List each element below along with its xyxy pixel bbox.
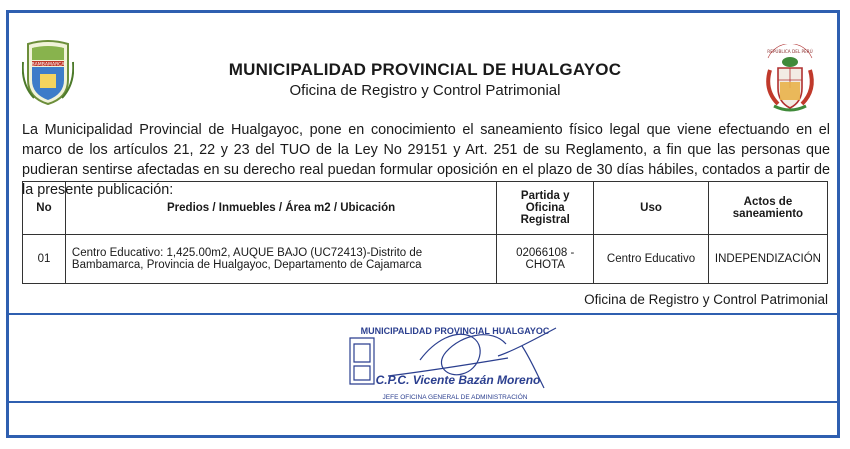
cell-actos: INDEPENDIZACIÓN [708,235,827,284]
official-stamp-signature [330,322,580,404]
col-header-actos: Actos de saneamiento [708,182,827,235]
col-header-no: No [23,182,66,235]
frame-divider-top [9,313,837,315]
notice-paragraph: La Municipalidad Provincial de Hualgayoc, pone en conocimiento el saneamiento físico legal que viene efectuando en el marco de los artículos 21, 22 y 23 del TUO de la Ley No 29151 y Art. 251 de su Reglamento, a fin que las personas que pudieran sentirse afectadas en su derecho real puedan formular oposición en el plazo de 30 días hábiles, contados a partir de la presente publicación: [22,122,830,198]
cell-predio: Centro Educativo: 1,425.00m2, AUQUE BAJO (UC72413)-Distrito de Bambamarca, Provincia de Hualgayoc, Departamento de Cajamarca [65,235,496,284]
stamp-role: JEFE OFICINA GENERAL DE ADMINISTRACIÓN [382,394,528,401]
cell-uso: Centro Educativo [594,235,709,284]
footer-office: Oficina de Registro y Control Patrimonial [584,292,828,307]
cell-partida: 02066108 - CHOTA [497,235,594,284]
coat-of-arms-label: REPÚBLICA DEL PERÚ [767,49,813,54]
col-header-uso: Uso [594,182,709,235]
stamp-name: C.P.C. Vicente Bazán Moreno [375,373,541,387]
crest-label: BAMBAMARCA [31,62,65,68]
sanitation-table [22,181,828,284]
table-header-row [23,182,828,235]
col-header-partida: Partida y Oficina Registral [497,182,594,235]
col-header-predios: Predios / Inmuebles / Área m2 / Ubicación [65,182,496,235]
page-subtitle: Oficina de Registro y Control Patrimonial [289,82,561,99]
stamp-org: MUNICIPALIDAD PROVINCIAL HUALGAYOC [360,326,550,336]
cell-no: 01 [23,235,66,284]
table-row [23,235,828,284]
page-title: MUNICIPALIDAD PROVINCIAL DE HUALGAYOC [228,60,622,79]
